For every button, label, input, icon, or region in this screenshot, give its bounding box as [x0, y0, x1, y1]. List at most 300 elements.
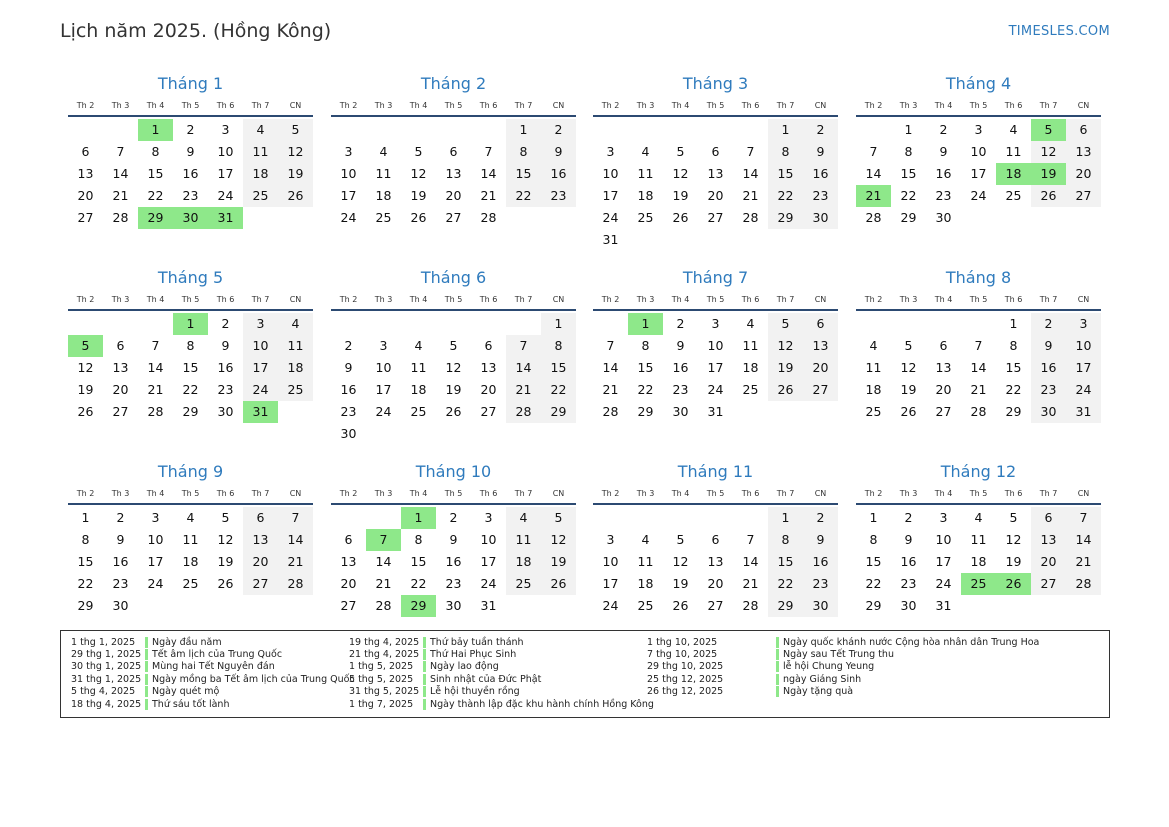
day-cell: 28 — [278, 573, 313, 595]
day-cell: 16 — [217, 360, 234, 375]
day-cell: 25 — [278, 379, 313, 401]
day-cell: 31 — [602, 232, 619, 247]
day-cell: 15 — [865, 554, 882, 569]
day-cell: 22 — [410, 576, 427, 591]
day-cell: 8 — [869, 532, 878, 547]
day-cell: 27 — [340, 598, 357, 613]
holiday-day-cell: 19 — [1031, 163, 1066, 185]
day-cell: 26 — [445, 404, 462, 419]
weekday-label: Th 6 — [479, 101, 498, 110]
day-cell: 23 — [672, 382, 689, 397]
empty-cell — [698, 119, 733, 141]
day-cell: 6 — [484, 338, 493, 353]
day-cell: 13 — [445, 166, 462, 181]
weekday-label: Th 2 — [601, 101, 620, 110]
holiday-day-cell: 30 — [173, 207, 208, 229]
weekday-label: Th 2 — [76, 295, 95, 304]
day-cell: 12 — [672, 554, 689, 569]
day-cell: 16 — [340, 382, 357, 397]
day-cell: 3 — [606, 144, 615, 159]
day-grid — [68, 313, 313, 423]
legend-date: 21 thg 4, 2025 — [349, 649, 420, 661]
month-12 — [856, 461, 1101, 617]
day-cell: 15 — [506, 163, 541, 185]
day-cell: 22 — [147, 188, 164, 203]
day-cell: 25 — [410, 404, 427, 419]
day-cell: 26 — [672, 210, 689, 225]
day-cell: 8 — [151, 144, 160, 159]
weekday-label: Th 4 — [409, 489, 428, 498]
weekday-label: Th 5 — [444, 489, 463, 498]
day-cell: 8 — [541, 335, 576, 357]
day-cell: 20 — [77, 188, 94, 203]
day-cell: 12 — [672, 166, 689, 181]
weekday-label: Th 3 — [374, 489, 393, 498]
day-cell: 29 — [182, 404, 199, 419]
day-cell: 14 — [112, 166, 129, 181]
legend-holiday-name: Ngày thành lập đặc khu hành chính Hồng Kông — [430, 698, 654, 710]
day-cell: 1 — [541, 313, 576, 335]
holiday-day-cell: 21 — [856, 185, 891, 207]
empty-cell — [663, 507, 698, 529]
legend-date: 1 thg 10, 2025 — [647, 636, 718, 648]
empty-cell — [663, 119, 698, 141]
day-cell: 22 — [77, 576, 94, 591]
holiday-day-cell: 1 — [173, 313, 208, 335]
day-cell: 26 — [410, 210, 427, 225]
day-cell: 17 — [480, 554, 497, 569]
weekday-label: Th 7 — [514, 489, 533, 498]
day-cell: 11 — [637, 554, 654, 569]
day-cell: 15 — [1005, 360, 1022, 375]
empty-cell — [856, 119, 891, 141]
weekday-header — [593, 99, 838, 117]
day-cell: 30 — [900, 598, 917, 613]
weekday-label: Th 4 — [409, 101, 428, 110]
brand-link[interactable]: TIMESLES.COM — [1008, 24, 1110, 39]
weekday-label: Th 7 — [251, 489, 270, 498]
day-cell: 8 — [904, 144, 913, 159]
legend-row — [349, 698, 654, 710]
day-cell: 10 — [707, 338, 724, 353]
day-cell: 6 — [711, 532, 720, 547]
day-cell: 24 — [480, 576, 497, 591]
day-cell: 6 — [1066, 119, 1101, 141]
day-cell: 4 — [1009, 122, 1018, 137]
holiday-day-cell: 31 — [243, 401, 278, 423]
holiday-day-cell: 1 — [628, 313, 663, 335]
day-cell: 24 — [707, 382, 724, 397]
day-cell: 3 — [974, 122, 983, 137]
day-cell: 23 — [1031, 379, 1066, 401]
month-2 — [331, 73, 576, 229]
day-cell: 18 — [243, 163, 278, 185]
day-cell: 9 — [803, 141, 838, 163]
day-cell: 11 — [375, 166, 392, 181]
weekday-label: Th 7 — [776, 101, 795, 110]
weekday-label: Th 3 — [374, 295, 393, 304]
legend-row — [647, 661, 1039, 673]
month-name: Tháng 5 — [157, 268, 224, 287]
day-cell: 16 — [182, 166, 199, 181]
day-cell: 30 — [1031, 401, 1066, 423]
legend-column-3 — [647, 636, 1039, 698]
holiday-day-cell: 29 — [401, 595, 436, 617]
day-grid — [68, 507, 313, 617]
weekday-label: Th 5 — [181, 489, 200, 498]
weekday-label: Th 5 — [444, 101, 463, 110]
day-cell: 23 — [935, 188, 952, 203]
weekday-label: Th 3 — [636, 101, 655, 110]
day-cell: 19 — [672, 188, 689, 203]
month-name: Tháng 8 — [945, 268, 1012, 287]
day-cell: 4 — [243, 119, 278, 141]
weekday-label: Th 2 — [339, 295, 358, 304]
day-cell: 25 — [865, 404, 882, 419]
day-cell: 18 — [637, 188, 654, 203]
month-name: Tháng 4 — [945, 74, 1012, 93]
day-cell: 18 — [278, 357, 313, 379]
day-cell: 2 — [116, 510, 125, 525]
day-cell: 28 — [742, 598, 759, 613]
day-cell: 11 — [742, 338, 759, 353]
legend-date: 26 thg 12, 2025 — [647, 686, 724, 698]
day-cell: 12 — [900, 360, 917, 375]
weekday-label: Th 4 — [934, 489, 953, 498]
legend-holiday-name: Thứ bảy tuần thánh — [430, 636, 524, 648]
weekday-label: Th 7 — [776, 489, 795, 498]
day-cell: 21 — [970, 382, 987, 397]
day-cell: 28 — [602, 404, 619, 419]
weekday-label: Th 2 — [864, 295, 883, 304]
month-6 — [331, 267, 576, 445]
day-cell: 22 — [768, 573, 803, 595]
day-cell: 8 — [186, 338, 195, 353]
day-cell: 26 — [1031, 185, 1066, 207]
day-cell: 20 — [1066, 163, 1101, 185]
month-name: Tháng 7 — [682, 268, 749, 287]
empty-cell — [593, 119, 628, 141]
day-cell: 18 — [410, 382, 427, 397]
day-cell: 11 — [182, 532, 199, 547]
day-cell: 5 — [541, 507, 576, 529]
day-cell: 25 — [375, 210, 392, 225]
day-cell: 15 — [410, 554, 427, 569]
day-cell: 19 — [410, 188, 427, 203]
day-cell: 3 — [344, 144, 353, 159]
day-cell: 4 — [974, 510, 983, 525]
holiday-marker-icon — [776, 661, 779, 672]
day-cell: 26 — [541, 573, 576, 595]
day-cell: 4 — [379, 144, 388, 159]
day-cell: 20 — [112, 382, 129, 397]
day-cell: 10 — [1066, 335, 1101, 357]
day-cell: 18 — [182, 554, 199, 569]
month-1 — [68, 73, 313, 229]
holiday-marker-icon — [145, 637, 148, 648]
day-cell: 14 — [970, 360, 987, 375]
legend-row — [71, 636, 355, 648]
day-cell: 7 — [278, 507, 313, 529]
weekday-label: Th 3 — [111, 489, 130, 498]
legend-holiday-name: Tết âm lịch của Trung Quốc — [152, 649, 283, 661]
legend-date: 30 thg 1, 2025 — [71, 661, 142, 673]
day-cell: 12 — [541, 529, 576, 551]
day-cell: 19 — [672, 576, 689, 591]
day-cell: 7 — [746, 144, 755, 159]
day-cell: 16 — [803, 163, 838, 185]
day-cell: 14 — [480, 166, 497, 181]
legend-holiday-name: Ngày quốc khánh nước Cộng hòa nhân dân Trung Hoa — [783, 636, 1040, 648]
day-cell: 29 — [541, 401, 576, 423]
day-cell: 9 — [221, 338, 230, 353]
day-cell: 18 — [742, 360, 759, 375]
weekday-label: CN — [1077, 295, 1090, 304]
day-cell: 16 — [935, 166, 952, 181]
empty-cell — [138, 313, 173, 335]
legend-date: 5 thg 5, 2025 — [349, 673, 414, 685]
weekday-label: Th 6 — [479, 295, 498, 304]
day-cell: 19 — [541, 551, 576, 573]
holiday-marker-icon — [145, 699, 148, 710]
day-cell: 31 — [707, 404, 724, 419]
day-cell: 26 — [900, 404, 917, 419]
weekday-header — [331, 487, 576, 505]
day-cell: 23 — [900, 576, 917, 591]
empty-cell — [331, 313, 366, 335]
day-cell: 7 — [974, 338, 983, 353]
day-cell: 5 — [449, 338, 458, 353]
empty-cell — [436, 119, 471, 141]
day-cell: 11 — [278, 335, 313, 357]
weekday-header — [593, 487, 838, 505]
day-cell: 4 — [278, 313, 313, 335]
day-cell: 27 — [112, 404, 129, 419]
day-cell: 7 — [1066, 507, 1101, 529]
day-cell: 21 — [742, 576, 759, 591]
day-cell: 15 — [182, 360, 199, 375]
day-grid — [331, 507, 576, 617]
empty-cell — [628, 507, 663, 529]
empty-cell — [331, 507, 366, 529]
day-cell: 23 — [112, 576, 129, 591]
empty-cell — [471, 313, 506, 335]
day-cell: 2 — [904, 510, 913, 525]
day-cell: 1 — [768, 119, 803, 141]
day-cell: 22 — [506, 185, 541, 207]
weekday-label: Th 5 — [706, 101, 725, 110]
day-cell: 24 — [340, 210, 357, 225]
day-cell: 18 — [506, 551, 541, 573]
legend-row — [349, 661, 654, 673]
day-cell: 13 — [803, 335, 838, 357]
day-cell: 30 — [672, 404, 689, 419]
weekday-label: Th 4 — [671, 489, 690, 498]
weekday-label: Th 7 — [251, 295, 270, 304]
day-cell: 14 — [375, 554, 392, 569]
weekday-label: Th 3 — [636, 295, 655, 304]
day-cell: 22 — [182, 382, 199, 397]
day-cell: 27 — [1031, 573, 1066, 595]
weekday-label: CN — [1077, 101, 1090, 110]
holiday-day-cell: 5 — [68, 335, 103, 357]
day-cell: 7 — [116, 144, 125, 159]
day-cell: 25 — [243, 185, 278, 207]
day-cell: 9 — [541, 141, 576, 163]
day-cell: 16 — [1031, 357, 1066, 379]
day-cell: 24 — [602, 598, 619, 613]
weekday-label: Th 3 — [111, 295, 130, 304]
day-cell: 25 — [637, 598, 654, 613]
day-cell: 2 — [344, 338, 353, 353]
weekday-header — [856, 487, 1101, 505]
day-cell: 12 — [1005, 532, 1022, 547]
day-cell: 7 — [606, 338, 615, 353]
day-cell: 17 — [935, 554, 952, 569]
day-cell: 5 — [768, 313, 803, 335]
month-name: Tháng 3 — [682, 74, 749, 93]
day-cell: 2 — [803, 119, 838, 141]
day-cell: 30 — [112, 598, 129, 613]
holiday-marker-icon — [776, 674, 779, 685]
weekday-label: CN — [814, 489, 827, 498]
day-cell: 10 — [602, 166, 619, 181]
legend-date: 1 thg 5, 2025 — [349, 661, 414, 673]
holiday-day-cell: 18 — [996, 163, 1031, 185]
day-cell: 1 — [768, 507, 803, 529]
day-cell: 24 — [243, 379, 278, 401]
day-cell: 26 — [672, 598, 689, 613]
empty-cell — [471, 119, 506, 141]
day-cell: 19 — [900, 382, 917, 397]
weekday-label: Th 4 — [671, 295, 690, 304]
day-cell: 26 — [278, 185, 313, 207]
day-cell: 10 — [480, 532, 497, 547]
day-cell: 27 — [707, 210, 724, 225]
day-cell: 22 — [541, 379, 576, 401]
day-cell: 19 — [217, 554, 234, 569]
weekday-label: Th 7 — [514, 101, 533, 110]
legend-date: 18 thg 4, 2025 — [71, 698, 142, 710]
legend-date: 31 thg 1, 2025 — [71, 673, 142, 685]
day-cell: 9 — [676, 338, 685, 353]
day-cell: 9 — [803, 529, 838, 551]
day-cell: 30 — [803, 207, 838, 229]
month-11 — [593, 461, 838, 617]
day-cell: 15 — [541, 357, 576, 379]
weekday-label: Th 3 — [899, 101, 918, 110]
weekday-label: Th 3 — [899, 295, 918, 304]
holiday-marker-icon — [145, 649, 148, 660]
day-cell: 20 — [935, 382, 952, 397]
legend-row — [349, 686, 654, 698]
empty-cell — [733, 507, 768, 529]
weekday-label: CN — [552, 489, 565, 498]
day-grid — [593, 313, 838, 423]
day-cell: 9 — [116, 532, 125, 547]
weekday-label: Th 2 — [339, 101, 358, 110]
day-cell: 27 — [707, 598, 724, 613]
day-cell: 10 — [375, 360, 392, 375]
day-cell: 7 — [506, 335, 541, 357]
day-cell: 8 — [81, 532, 90, 547]
day-cell: 21 — [506, 379, 541, 401]
day-cell: 21 — [1066, 551, 1101, 573]
day-cell: 24 — [147, 576, 164, 591]
legend-date: 25 thg 12, 2025 — [647, 673, 724, 685]
holiday-legend — [60, 630, 1110, 718]
day-cell: 5 — [278, 119, 313, 141]
day-cell: 3 — [484, 510, 493, 525]
month-name: Tháng 1 — [157, 74, 224, 93]
weekday-label: CN — [814, 101, 827, 110]
page-title: Lịch năm 2025. (Hồng Kông) — [60, 20, 332, 42]
day-cell: 28 — [865, 210, 882, 225]
day-cell: 8 — [506, 141, 541, 163]
day-cell: 25 — [506, 573, 541, 595]
weekday-label: Th 5 — [969, 489, 988, 498]
legend-row — [71, 698, 355, 710]
weekday-label: Th 7 — [251, 101, 270, 110]
day-cell: 3 — [606, 532, 615, 547]
day-cell: 29 — [900, 210, 917, 225]
day-cell: 27 — [480, 404, 497, 419]
holiday-day-cell: 31 — [208, 207, 243, 229]
holiday-marker-icon — [145, 686, 148, 697]
legend-row — [349, 636, 654, 648]
day-cell: 20 — [480, 382, 497, 397]
holiday-marker-icon — [423, 661, 426, 672]
day-cell: 20 — [340, 576, 357, 591]
weekday-header — [68, 487, 313, 505]
weekday-label: Th 3 — [899, 489, 918, 498]
empty-cell — [366, 119, 401, 141]
day-cell: 9 — [1031, 335, 1066, 357]
weekday-label: CN — [552, 295, 565, 304]
empty-cell — [401, 313, 436, 335]
day-cell: 3 — [151, 510, 160, 525]
day-cell: 29 — [768, 595, 803, 617]
day-cell: 30 — [340, 426, 357, 441]
legend-date: 5 thg 4, 2025 — [71, 686, 136, 698]
day-cell: 26 — [77, 404, 94, 419]
day-cell: 2 — [939, 122, 948, 137]
legend-row — [71, 673, 355, 685]
day-cell: 30 — [217, 404, 234, 419]
month-name: Tháng 11 — [677, 462, 754, 481]
weekday-label: CN — [289, 101, 302, 110]
day-cell: 27 — [1066, 185, 1101, 207]
holiday-marker-icon — [423, 699, 426, 710]
weekday-label: Th 6 — [216, 101, 235, 110]
day-cell: 28 — [112, 210, 129, 225]
empty-cell — [401, 119, 436, 141]
day-cell: 20 — [707, 188, 724, 203]
day-cell: 29 — [1005, 404, 1022, 419]
weekday-label: Th 6 — [741, 295, 760, 304]
day-cell: 11 — [1005, 144, 1022, 159]
day-cell: 29 — [768, 207, 803, 229]
day-cell: 12 — [445, 360, 462, 375]
day-cell: 13 — [707, 166, 724, 181]
legend-column-2 — [349, 636, 654, 710]
day-cell: 23 — [340, 404, 357, 419]
holiday-marker-icon — [423, 649, 426, 660]
day-cell: 27 — [935, 404, 952, 419]
weekday-label: Th 4 — [146, 101, 165, 110]
weekday-label: Th 2 — [864, 489, 883, 498]
legend-date: 29 thg 1, 2025 — [71, 649, 142, 661]
